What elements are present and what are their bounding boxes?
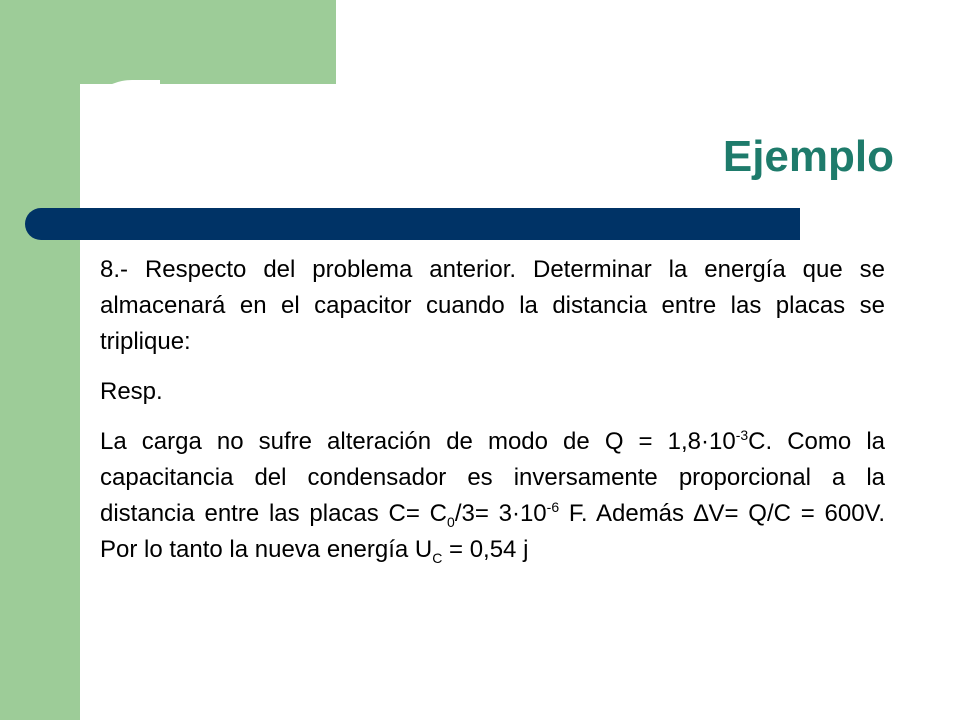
answer-paragraph [100, 424, 885, 568]
exponent-charge: -3 [735, 427, 749, 443]
problem-statement: 8.- Respecto del problema anterior. Determinar la energía que se almacenará en el capacitor cuando la distancia entre las placas se triplique: [100, 256, 885, 355]
title-underline-bar [25, 208, 800, 240]
exponent-capacitance: -6 [546, 499, 560, 515]
answer-text-2: C. Como la capacitancia del condensador es inversamente proporcional a la distancia entre las placas C= C [100, 428, 885, 527]
green-accent-side [0, 0, 80, 720]
subscript-uc: C [432, 549, 443, 566]
response-label: Resp. [100, 378, 163, 405]
answer-text-3: /3= 3·10 [454, 500, 547, 527]
answer-text-4: F. Además ∆V= Q/C = 600V. Por lo tanto la nueva energía U [100, 500, 886, 563]
answer-text-1: La carga no sufre alteración de modo de Q = 1,8·10 [100, 428, 736, 455]
answer-text-5: = 0,54 j [442, 536, 529, 563]
slide-body [100, 252, 885, 582]
subscript-c0: 0 [447, 513, 455, 530]
slide-title: Ejemplo [722, 132, 894, 181]
content-area-corner [80, 80, 160, 160]
